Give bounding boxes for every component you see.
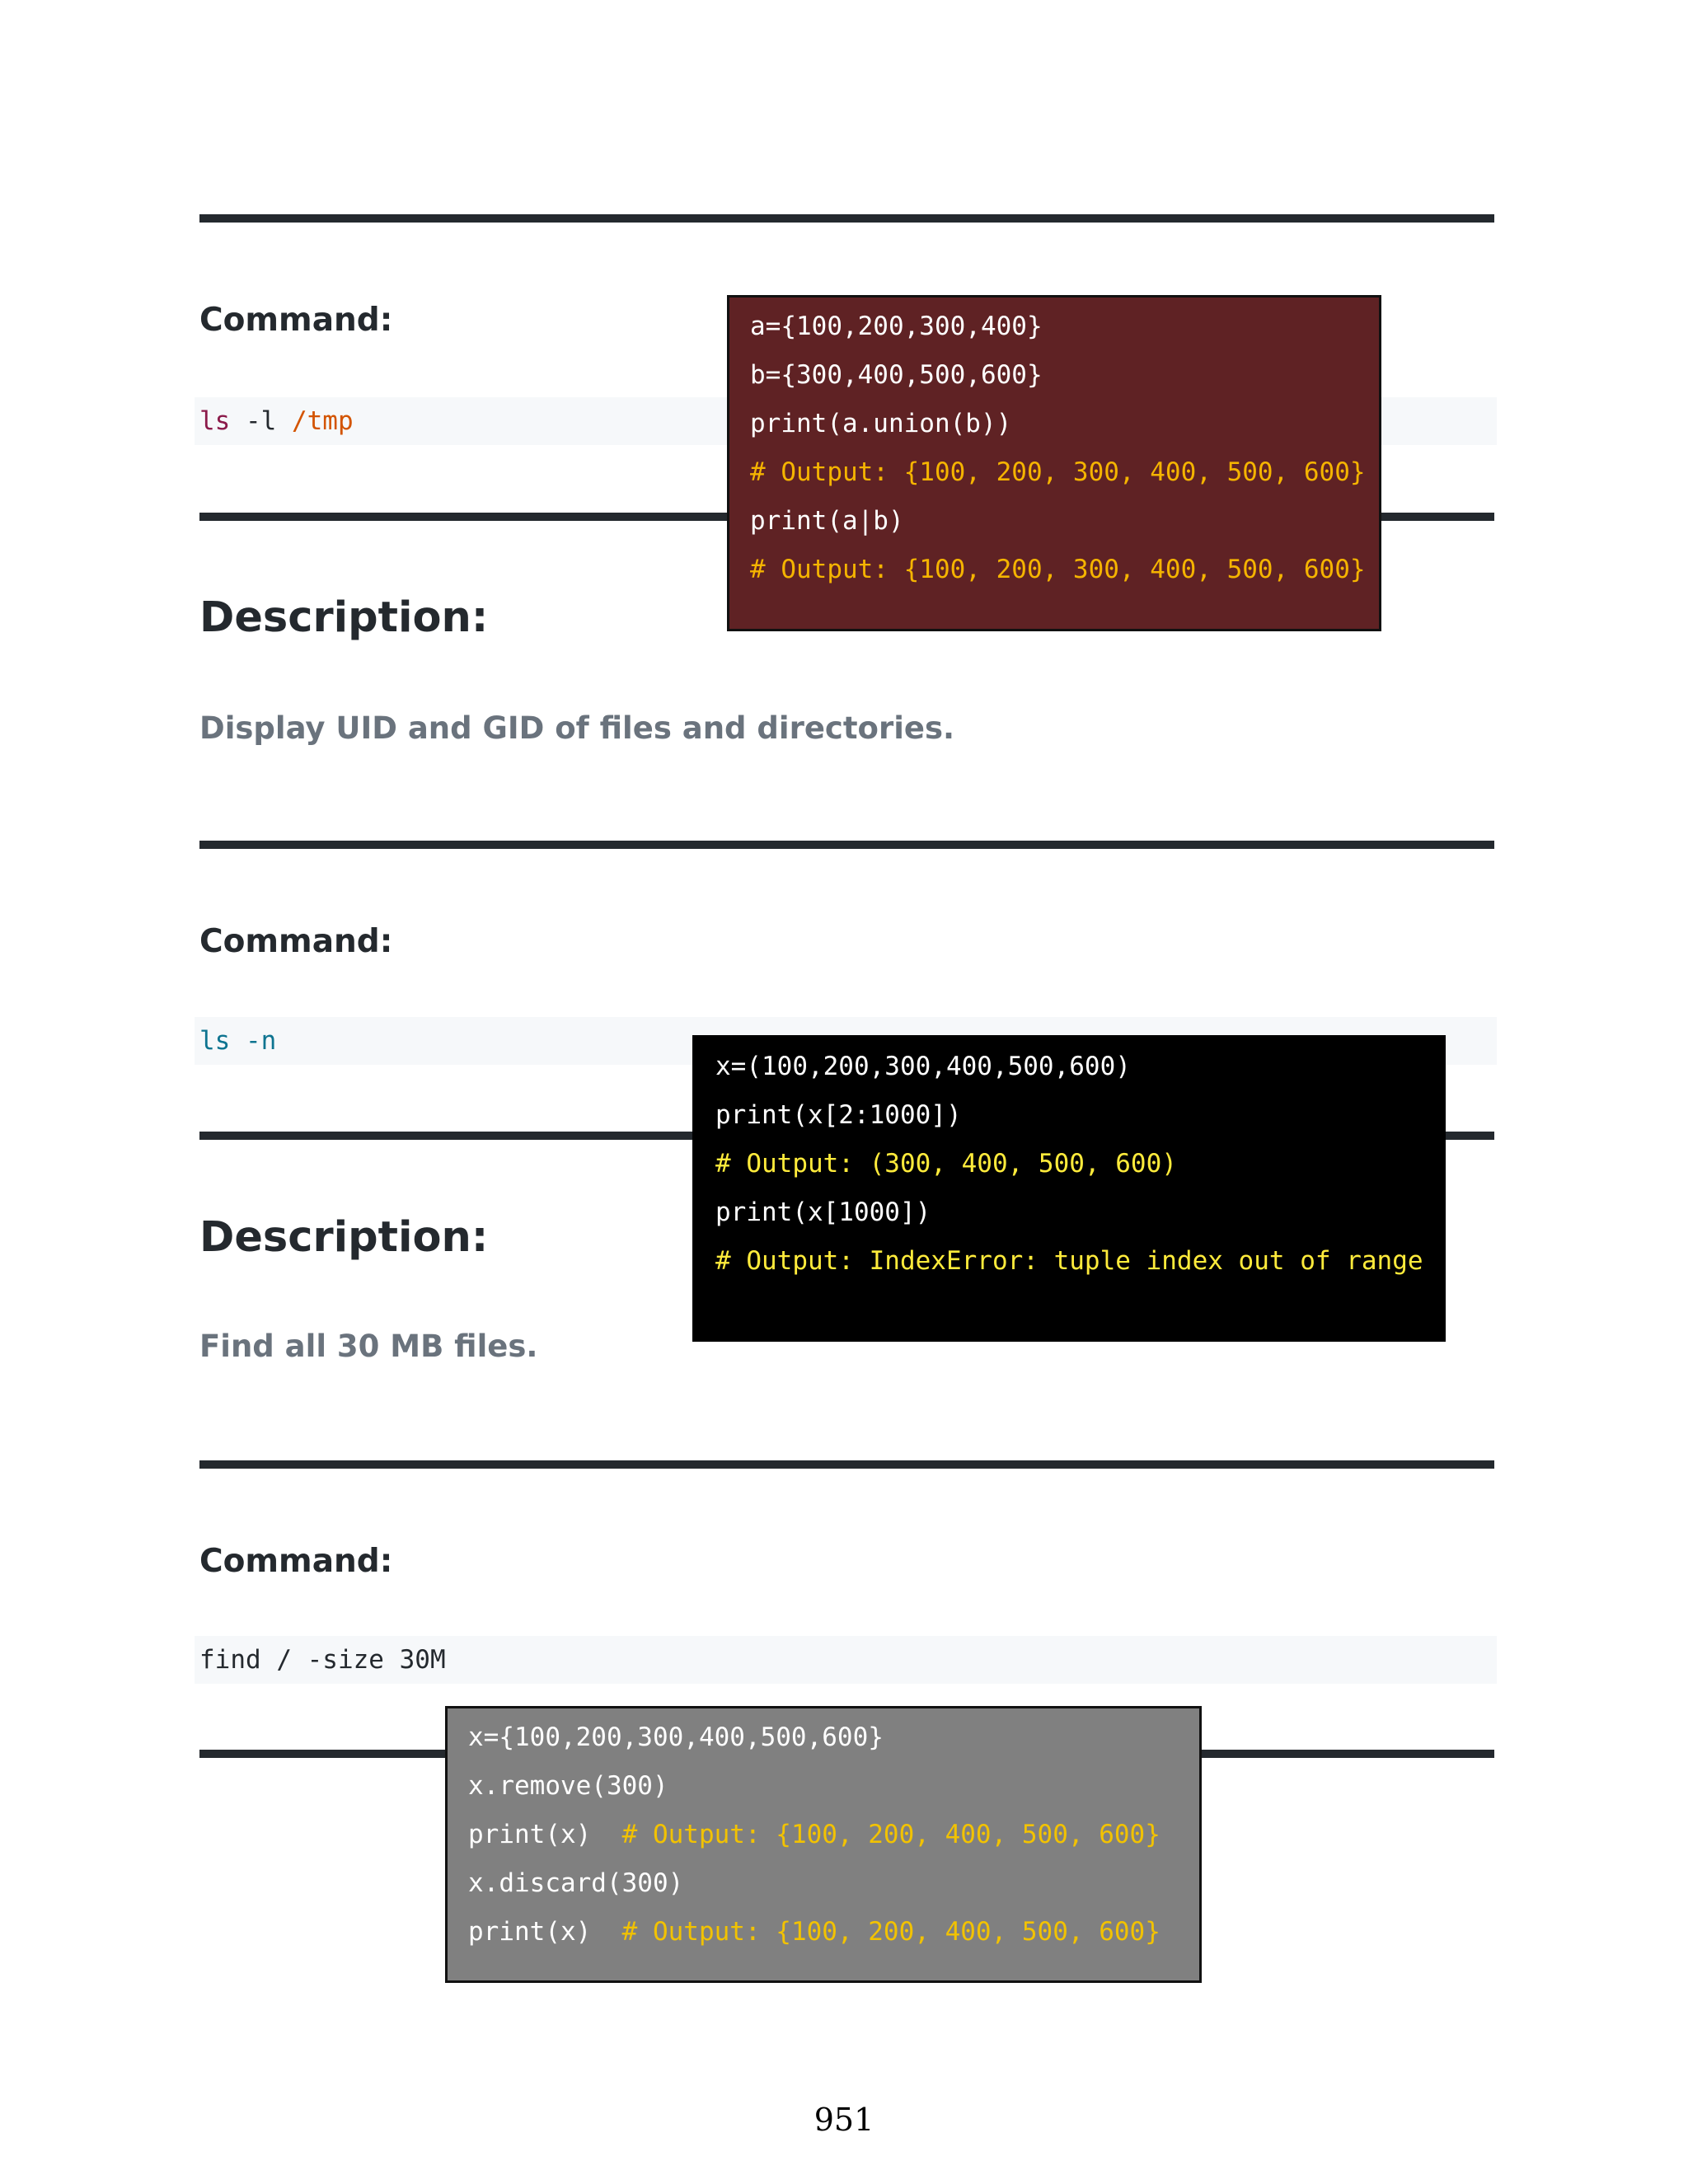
code-line: x.discard(300) <box>468 1868 684 1898</box>
divider-rule <box>199 1460 1494 1469</box>
description-heading: Description: <box>199 1213 489 1262</box>
command-heading: Command: <box>199 923 393 960</box>
code-line: print(a|b) <box>750 506 904 536</box>
command-heading: Command: <box>199 1543 393 1580</box>
code-line <box>468 1814 1199 1863</box>
command-token: find / -size 30M <box>199 1645 446 1675</box>
code-comment: # Output: {100, 200, 400, 500, 600} <box>621 1917 1160 1947</box>
code-line: print(x[1000]) <box>715 1197 931 1227</box>
description-text: Find all 30 MB files. <box>199 1329 538 1364</box>
code-popup-set-remove <box>445 1706 1202 1983</box>
code-line: x=(100,200,300,400,500,600) <box>715 1052 1131 1081</box>
code-comment: # Output: (300, 400, 500, 600) <box>715 1149 1177 1179</box>
code-line: x.remove(300) <box>468 1771 668 1801</box>
command-token: /tmp <box>291 406 354 436</box>
code-popup-tuple-slice <box>692 1035 1446 1342</box>
description-heading: Description: <box>199 593 489 642</box>
code-line: print(a.union(b)) <box>750 409 1012 438</box>
command-token: ls -n <box>199 1026 277 1056</box>
description-text: Display UID and GID of files and directories. <box>199 710 955 746</box>
command-token: -l <box>230 406 292 436</box>
divider-rule <box>199 841 1494 849</box>
divider-rule <box>199 214 1494 223</box>
command-code-block <box>195 1636 1497 1684</box>
code-comment: # Output: {100, 200, 300, 400, 500, 600} <box>750 457 1366 487</box>
code-comment: # Output: {100, 200, 400, 500, 600} <box>621 1820 1160 1849</box>
code-popup-set-union <box>727 295 1381 631</box>
code-line: a={100,200,300,400} <box>750 312 1043 341</box>
code-text: print(x) <box>468 1917 622 1947</box>
command-token: ls <box>199 406 231 436</box>
page-number: 951 <box>814 2102 874 2138</box>
command-heading: Command: <box>199 302 393 339</box>
code-line: x={100,200,300,400,500,600} <box>468 1722 884 1752</box>
code-comment: # Output: IndexError: tuple index out of range <box>715 1246 1423 1276</box>
code-line: b={300,400,500,600} <box>750 360 1043 390</box>
code-comment: # Output: {100, 200, 300, 400, 500, 600} <box>750 555 1366 584</box>
code-text: print(x) <box>468 1820 622 1849</box>
code-line: print(x[2:1000]) <box>715 1100 962 1130</box>
code-line <box>468 1911 1199 1960</box>
